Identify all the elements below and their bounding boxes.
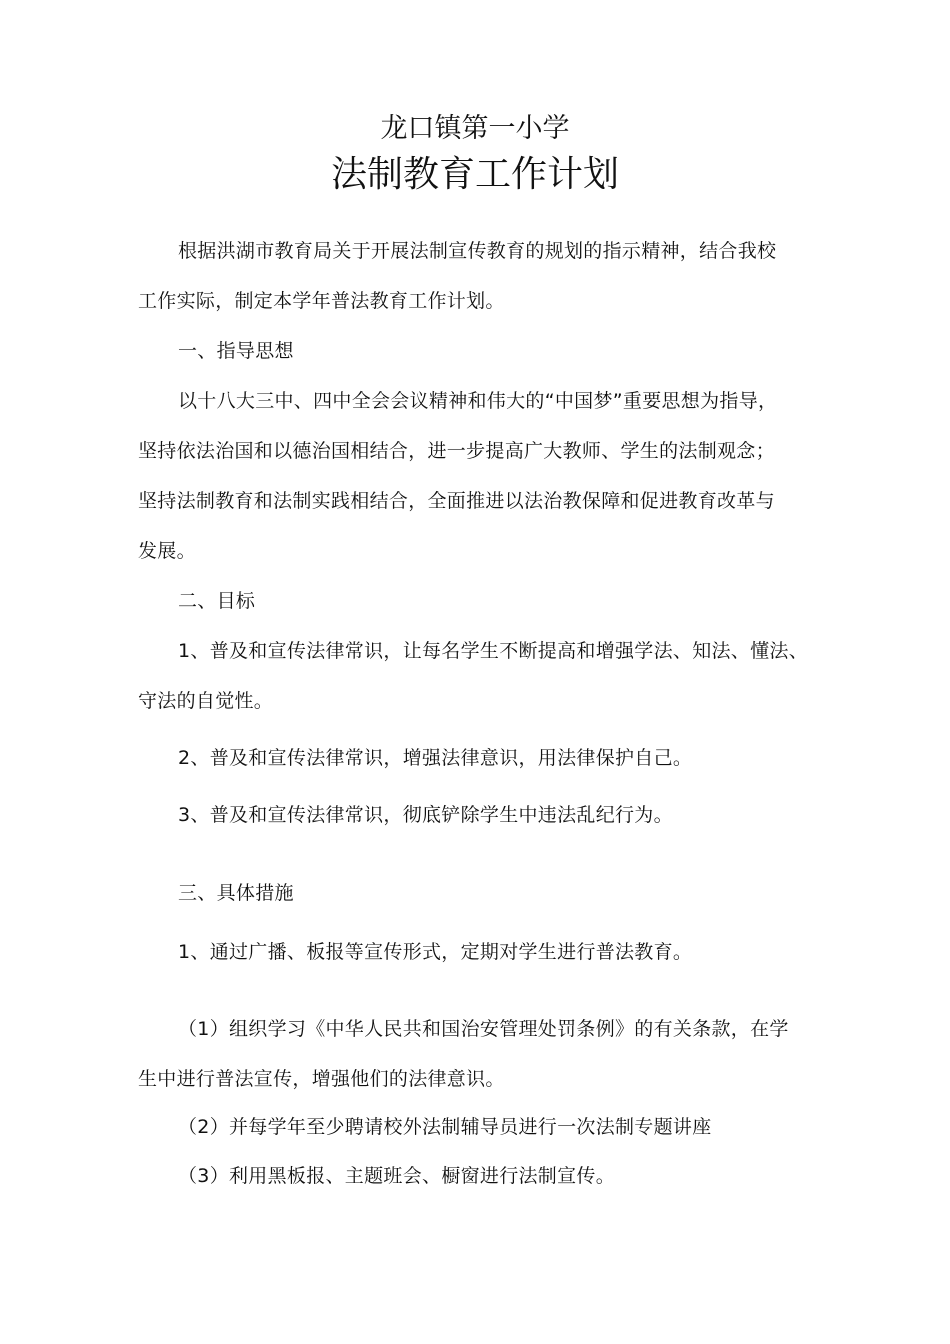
school-title: 龙口镇第一小学 (380, 113, 570, 144)
section2-item3: 3、普及和宣传法律常识，彻底铲除学生中违法乱纪行为。 (178, 804, 673, 826)
section2-heading: 二、目标 (178, 590, 256, 612)
section1-line-3: 坚持法制教育和法制实践相结合，全面推进以法治教保障和促进教育改革与 (138, 490, 775, 512)
section3-item1: 1、通过广播、板报等宣传形式，定期对学生进行普法教育。 (178, 941, 693, 963)
section3-sub1-line-1: （1）组织学习《中华人民共和国治安管理处罚条例》的有关条款，在学 (178, 1018, 789, 1040)
section1-line-4: 发展。 (138, 540, 196, 562)
section1-line-2: 坚持依法治国和以德治国相结合，进一步提高广大教师、学生的法制观念； (138, 440, 775, 462)
section2-item1-line-2: 守法的自觉性。 (138, 690, 274, 712)
section1-heading: 一、指导思想 (178, 340, 294, 362)
intro-line-2: 工作实际，制定本学年普法教育工作计划。 (138, 290, 505, 312)
section2-item1-line-1: 1、普及和宣传法律常识，让每名学生不断提高和增强学法、知法、懂法、 (178, 640, 808, 662)
section3-sub2: （2）并每学年至少聘请校外法制辅导员进行一次法制专题讲座 (178, 1116, 712, 1138)
section1-line-1: 以十八大三中、四中全会会议精神和伟大的“中国梦”重要思想为指导， (178, 390, 778, 412)
section3-sub1-line-2: 生中进行普法宣传，增强他们的法律意识。 (138, 1068, 505, 1090)
section3-sub3: （3）利用黑板报、主题班会、橱窗进行法制宣传。 (178, 1165, 615, 1187)
section2-item2: 2、普及和宣传法律常识，增强法律意识，用法律保护自己。 (178, 747, 693, 769)
section3-heading: 三、具体措施 (178, 882, 294, 904)
intro-line-1: 根据洪湖市教育局关于开展法制宣传教育的规划的指示精神，结合我校 (178, 240, 777, 262)
plan-title: 法制教育工作计划 (330, 154, 619, 195)
